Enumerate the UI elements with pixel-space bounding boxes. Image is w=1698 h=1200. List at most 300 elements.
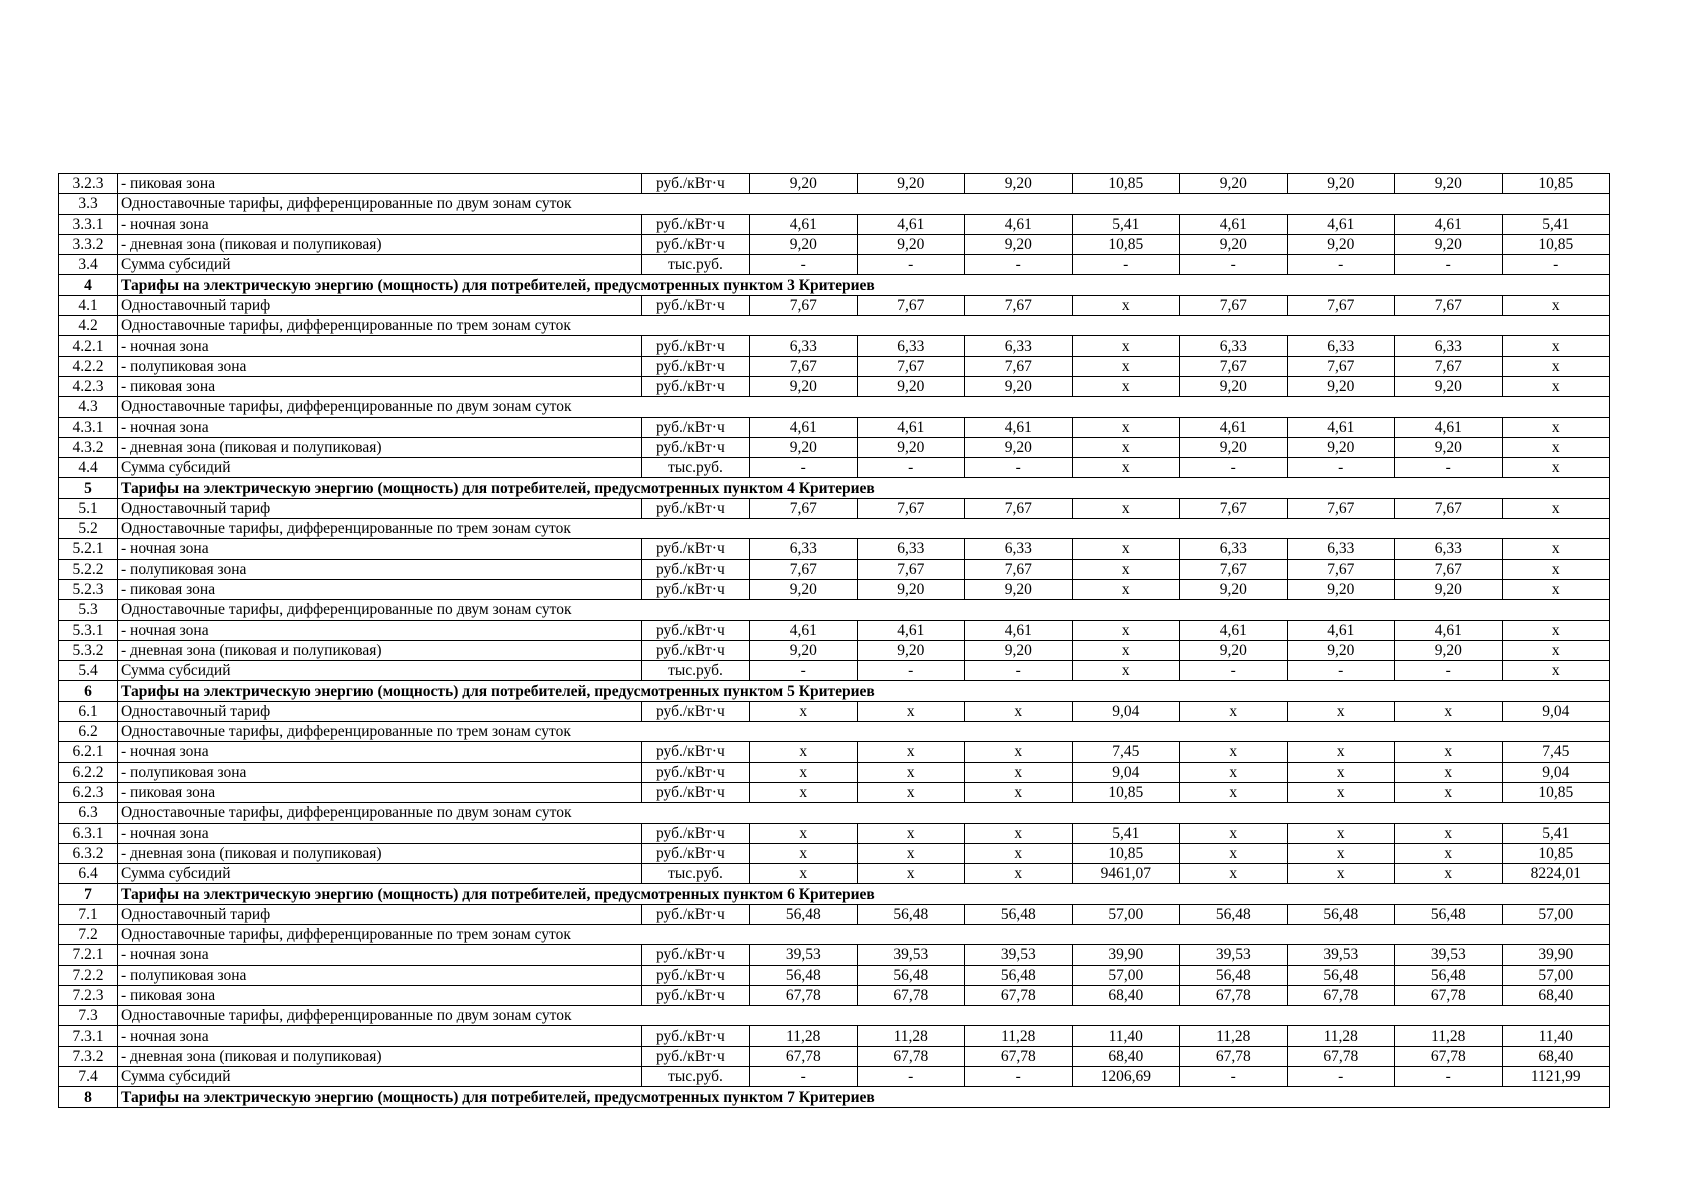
row-label: Сумма субсидий	[118, 864, 642, 884]
value-cell: 11,28	[1180, 1026, 1288, 1046]
value-cell: 68,40	[1502, 985, 1610, 1005]
row-label: Тарифы на электрическую энергию (мощность) для потребителей, предусмотренных пунктом 6 Критериев	[118, 884, 1610, 904]
value-cell: x	[1502, 376, 1610, 396]
value-cell: -	[1395, 1067, 1503, 1087]
table-row	[59, 640, 1610, 660]
row-label: Одноставочные тарифы, дифференцированные по двум зонам суток	[118, 600, 1610, 620]
value-cell: 7,67	[1180, 559, 1288, 579]
tariff-table	[58, 173, 1610, 1108]
row-number: 4.4	[59, 458, 118, 478]
value-cell: x	[1072, 376, 1180, 396]
table-row	[59, 559, 1610, 579]
value-cell: 39,53	[1395, 945, 1503, 965]
value-cell: x	[1287, 782, 1395, 802]
value-cell: -	[750, 458, 858, 478]
row-label: Одноставочные тарифы, дифференцированные по двум зонам суток	[118, 397, 1610, 417]
value-cell: x	[857, 701, 965, 721]
value-cell: x	[1287, 823, 1395, 843]
value-cell: x	[1180, 864, 1288, 884]
value-cell: 4,61	[1287, 620, 1395, 640]
table-row	[59, 864, 1610, 884]
value-cell: 9,20	[965, 579, 1073, 599]
row-number: 5.3	[59, 600, 118, 620]
group-header-row	[59, 803, 1610, 823]
row-number: 4.2.1	[59, 336, 118, 356]
row-label: - полупиковая зона	[118, 965, 642, 985]
group-header-row	[59, 519, 1610, 539]
value-cell: x	[1072, 498, 1180, 518]
value-cell: x	[965, 701, 1073, 721]
row-number: 7.1	[59, 904, 118, 924]
value-cell: 67,78	[857, 985, 965, 1005]
value-cell: 11,28	[857, 1026, 965, 1046]
row-label: Одноставочный тариф	[118, 295, 642, 315]
value-cell: 67,78	[1180, 1046, 1288, 1066]
value-cell: 67,78	[750, 985, 858, 1005]
value-cell: 7,67	[750, 498, 858, 518]
value-cell: 67,78	[1287, 1046, 1395, 1066]
value-cell: x	[965, 742, 1073, 762]
row-unit: руб./кВт·ч	[642, 904, 750, 924]
value-cell: 56,48	[965, 904, 1073, 924]
value-cell: 9,20	[965, 437, 1073, 457]
row-label: - пиковая зона	[118, 174, 642, 194]
value-cell: 10,85	[1502, 843, 1610, 863]
value-cell: 7,67	[1287, 356, 1395, 376]
value-cell: -	[1287, 1067, 1395, 1087]
row-label: - ночная зона	[118, 742, 642, 762]
table-row	[59, 762, 1610, 782]
value-cell: x	[1287, 762, 1395, 782]
row-label: Одноставочный тариф	[118, 904, 642, 924]
value-cell: 4,61	[857, 417, 965, 437]
value-cell: x	[1502, 539, 1610, 559]
row-label: - дневная зона (пиковая и полупиковая)	[118, 640, 642, 660]
value-cell: -	[965, 458, 1073, 478]
value-cell: 7,67	[750, 559, 858, 579]
row-unit: руб./кВт·ч	[642, 539, 750, 559]
row-label: Одноставочные тарифы, дифференцированные по трем зонам суток	[118, 924, 1610, 944]
value-cell: x	[1502, 640, 1610, 660]
value-cell: 7,67	[750, 295, 858, 315]
value-cell: 56,48	[750, 965, 858, 985]
value-cell: 57,00	[1502, 965, 1610, 985]
value-cell: x	[1502, 336, 1610, 356]
value-cell: x	[1502, 437, 1610, 457]
value-cell: x	[965, 843, 1073, 863]
value-cell: 9,20	[1395, 234, 1503, 254]
group-header-row	[59, 397, 1610, 417]
value-cell: 7,67	[1180, 498, 1288, 518]
value-cell: -	[750, 1067, 858, 1087]
row-number: 5.2.2	[59, 559, 118, 579]
row-label: - ночная зона	[118, 620, 642, 640]
row-number: 5.3.2	[59, 640, 118, 660]
row-label: Сумма субсидий	[118, 255, 642, 275]
value-cell: -	[750, 255, 858, 275]
value-cell: -	[1395, 255, 1503, 275]
value-cell: 9,20	[1180, 579, 1288, 599]
value-cell: 9,20	[750, 376, 858, 396]
value-cell: 11,40	[1502, 1026, 1610, 1046]
row-number: 7.2	[59, 924, 118, 944]
row-label: Одноставочные тарифы, дифференцированные по трем зонам суток	[118, 316, 1610, 336]
value-cell: x	[750, 864, 858, 884]
value-cell: 7,67	[857, 295, 965, 315]
row-label: - ночная зона	[118, 823, 642, 843]
value-cell: -	[857, 458, 965, 478]
value-cell: 9,20	[857, 234, 965, 254]
row-unit: руб./кВт·ч	[642, 701, 750, 721]
value-cell: -	[1502, 255, 1610, 275]
document-page	[58, 173, 1609, 1108]
value-cell: 68,40	[1072, 985, 1180, 1005]
value-cell: 9,20	[1287, 579, 1395, 599]
value-cell: 9,20	[750, 174, 858, 194]
row-unit: руб./кВт·ч	[642, 295, 750, 315]
value-cell: x	[857, 843, 965, 863]
value-cell: 9,20	[965, 640, 1073, 660]
value-cell: 9,20	[1180, 234, 1288, 254]
value-cell: 10,85	[1502, 782, 1610, 802]
table-row	[59, 823, 1610, 843]
value-cell: 9,20	[750, 234, 858, 254]
value-cell: 6,33	[1180, 539, 1288, 559]
table-row	[59, 985, 1610, 1005]
value-cell: 56,48	[750, 904, 858, 924]
value-cell: 9,04	[1072, 701, 1180, 721]
row-label: Тарифы на электрическую энергию (мощность) для потребителей, предусмотренных пунктом 5 Критериев	[118, 681, 1610, 701]
value-cell: -	[1180, 661, 1288, 681]
row-label: Сумма субсидий	[118, 458, 642, 478]
table-row	[59, 620, 1610, 640]
row-unit: руб./кВт·ч	[642, 945, 750, 965]
row-label: - пиковая зона	[118, 376, 642, 396]
value-cell: x	[965, 762, 1073, 782]
table-row	[59, 417, 1610, 437]
value-cell: 9,20	[1180, 640, 1288, 660]
value-cell: 7,67	[965, 295, 1073, 315]
value-cell: 67,78	[1395, 1046, 1503, 1066]
value-cell: 5,41	[1072, 214, 1180, 234]
value-cell: x	[1072, 417, 1180, 437]
value-cell: 7,67	[1180, 356, 1288, 376]
value-cell: 9,20	[1180, 174, 1288, 194]
row-label: Тарифы на электрическую энергию (мощность) для потребителей, предусмотренных пунктом 7 Критериев	[118, 1087, 1610, 1107]
value-cell: x	[1395, 864, 1503, 884]
value-cell: x	[1072, 437, 1180, 457]
value-cell: x	[1072, 539, 1180, 559]
row-unit: руб./кВт·ч	[642, 559, 750, 579]
row-number: 6.2.3	[59, 782, 118, 802]
row-label: - ночная зона	[118, 1026, 642, 1046]
value-cell: x	[750, 742, 858, 762]
row-number: 4.1	[59, 295, 118, 315]
section-header-row	[59, 884, 1610, 904]
row-label: - дневная зона (пиковая и полупиковая)	[118, 437, 642, 457]
value-cell: 56,48	[1180, 904, 1288, 924]
value-cell: 6,33	[857, 336, 965, 356]
row-number: 4	[59, 275, 118, 295]
table-row	[59, 661, 1610, 681]
row-label: - ночная зона	[118, 214, 642, 234]
value-cell: x	[1180, 843, 1288, 863]
value-cell: 9,20	[965, 234, 1073, 254]
value-cell: -	[1287, 458, 1395, 478]
value-cell: 9,20	[1395, 376, 1503, 396]
row-unit: руб./кВт·ч	[642, 356, 750, 376]
value-cell: 7,67	[1287, 295, 1395, 315]
value-cell: 56,48	[857, 965, 965, 985]
value-cell: x	[1180, 782, 1288, 802]
row-number: 3.2.3	[59, 174, 118, 194]
row-unit: руб./кВт·ч	[642, 762, 750, 782]
table-row	[59, 295, 1610, 315]
value-cell: 4,61	[1395, 214, 1503, 234]
value-cell: 10,85	[1502, 234, 1610, 254]
value-cell: 4,61	[1287, 417, 1395, 437]
row-number: 4.3.2	[59, 437, 118, 457]
value-cell: x	[1180, 742, 1288, 762]
value-cell: 4,61	[857, 620, 965, 640]
value-cell: x	[1287, 864, 1395, 884]
value-cell: 4,61	[857, 214, 965, 234]
value-cell: 8224,01	[1502, 864, 1610, 884]
value-cell: x	[1502, 417, 1610, 437]
row-number: 6.1	[59, 701, 118, 721]
row-label: Одноставочные тарифы, дифференцированные по трем зонам суток	[118, 722, 1610, 742]
value-cell: 7,45	[1072, 742, 1180, 762]
row-label: - полупиковая зона	[118, 356, 642, 376]
value-cell: -	[1180, 1067, 1288, 1087]
value-cell: 4,61	[1180, 417, 1288, 437]
row-number: 6.3	[59, 803, 118, 823]
row-label: Одноставочные тарифы, дифференцированные по двум зонам суток	[118, 1006, 1610, 1026]
row-label: - полупиковая зона	[118, 559, 642, 579]
row-number: 8	[59, 1087, 118, 1107]
row-label: Одноставочный тариф	[118, 498, 642, 518]
value-cell: 56,48	[1395, 904, 1503, 924]
value-cell: 9,20	[857, 640, 965, 660]
value-cell: 7,67	[750, 356, 858, 376]
value-cell: 67,78	[965, 1046, 1073, 1066]
row-label: - пиковая зона	[118, 579, 642, 599]
value-cell: 6,33	[750, 336, 858, 356]
row-unit: руб./кВт·ч	[642, 965, 750, 985]
value-cell: x	[965, 864, 1073, 884]
value-cell: x	[1072, 620, 1180, 640]
row-label: Одноставочный тариф	[118, 701, 642, 721]
value-cell: 9,20	[1180, 437, 1288, 457]
group-header-row	[59, 600, 1610, 620]
value-cell: -	[750, 661, 858, 681]
row-unit: руб./кВт·ч	[642, 214, 750, 234]
value-cell: 7,67	[857, 559, 965, 579]
group-header-row	[59, 316, 1610, 336]
value-cell: -	[965, 1067, 1073, 1087]
value-cell: x	[1395, 843, 1503, 863]
value-cell: 67,78	[857, 1046, 965, 1066]
row-number: 7.2.1	[59, 945, 118, 965]
row-label: Тарифы на электрическую энергию (мощность) для потребителей, предусмотренных пунктом 4 Критериев	[118, 478, 1610, 498]
value-cell: x	[1287, 701, 1395, 721]
row-number: 5.3.1	[59, 620, 118, 640]
value-cell: 56,48	[1287, 965, 1395, 985]
value-cell: x	[750, 782, 858, 802]
row-number: 5	[59, 478, 118, 498]
value-cell: 9,04	[1502, 701, 1610, 721]
value-cell: x	[1072, 336, 1180, 356]
row-label: - дневная зона (пиковая и полупиковая)	[118, 843, 642, 863]
value-cell: 6,33	[1395, 336, 1503, 356]
value-cell: 4,61	[965, 417, 1073, 437]
value-cell: 9,20	[1287, 234, 1395, 254]
value-cell: x	[1072, 356, 1180, 376]
row-unit: тыс.руб.	[642, 255, 750, 275]
value-cell: 39,53	[965, 945, 1073, 965]
value-cell: 4,61	[1395, 620, 1503, 640]
row-number: 3.3.1	[59, 214, 118, 234]
value-cell: 67,78	[1287, 985, 1395, 1005]
row-label: - ночная зона	[118, 417, 642, 437]
value-cell: 4,61	[750, 214, 858, 234]
value-cell: 10,85	[1502, 174, 1610, 194]
row-number: 6	[59, 681, 118, 701]
row-unit: руб./кВт·ч	[642, 640, 750, 660]
value-cell: 39,53	[750, 945, 858, 965]
value-cell: -	[857, 255, 965, 275]
value-cell: x	[1502, 661, 1610, 681]
row-unit: тыс.руб.	[642, 458, 750, 478]
row-number: 4.3.1	[59, 417, 118, 437]
value-cell: x	[1502, 356, 1610, 376]
value-cell: x	[1072, 458, 1180, 478]
row-unit: руб./кВт·ч	[642, 620, 750, 640]
value-cell: 7,67	[857, 356, 965, 376]
table-row	[59, 174, 1610, 194]
value-cell: 57,00	[1072, 965, 1180, 985]
value-cell: 7,67	[857, 498, 965, 518]
table-row	[59, 1026, 1610, 1046]
value-cell: 11,40	[1072, 1026, 1180, 1046]
value-cell: 67,78	[965, 985, 1073, 1005]
row-unit: руб./кВт·ч	[642, 174, 750, 194]
row-number: 4.3	[59, 397, 118, 417]
row-unit: руб./кВт·ч	[642, 376, 750, 396]
value-cell: x	[750, 701, 858, 721]
row-unit: руб./кВт·ч	[642, 234, 750, 254]
table-row	[59, 782, 1610, 802]
row-number: 7.4	[59, 1067, 118, 1087]
value-cell: 4,61	[750, 417, 858, 437]
row-label: - ночная зона	[118, 336, 642, 356]
row-number: 4.2.3	[59, 376, 118, 396]
row-number: 3.3.2	[59, 234, 118, 254]
row-number: 6.3.2	[59, 843, 118, 863]
value-cell: 6,33	[1180, 336, 1288, 356]
value-cell: x	[1502, 579, 1610, 599]
row-number: 7	[59, 884, 118, 904]
row-number: 7.3.1	[59, 1026, 118, 1046]
section-header-row	[59, 275, 1610, 295]
value-cell: 56,48	[857, 904, 965, 924]
value-cell: 10,85	[1072, 782, 1180, 802]
row-number: 5.1	[59, 498, 118, 518]
table-row	[59, 579, 1610, 599]
value-cell: x	[750, 823, 858, 843]
value-cell: x	[857, 782, 965, 802]
value-cell: x	[1395, 701, 1503, 721]
value-cell: 9,20	[1395, 640, 1503, 660]
value-cell: 7,45	[1502, 742, 1610, 762]
section-header-row	[59, 681, 1610, 701]
value-cell: 1121,99	[1502, 1067, 1610, 1087]
value-cell: 11,28	[750, 1026, 858, 1046]
table-row	[59, 234, 1610, 254]
value-cell: x	[1072, 559, 1180, 579]
row-number: 6.2	[59, 722, 118, 742]
row-unit: тыс.руб.	[642, 864, 750, 884]
row-number: 3.3	[59, 194, 118, 214]
value-cell: 1206,69	[1072, 1067, 1180, 1087]
row-number: 6.4	[59, 864, 118, 884]
row-label: - ночная зона	[118, 945, 642, 965]
table-row	[59, 701, 1610, 721]
row-label: - дневная зона (пиковая и полупиковая)	[118, 1046, 642, 1066]
value-cell: x	[1395, 782, 1503, 802]
row-unit: тыс.руб.	[642, 1067, 750, 1087]
value-cell: 7,67	[965, 498, 1073, 518]
value-cell: 11,28	[965, 1026, 1073, 1046]
row-number: 7.2.3	[59, 985, 118, 1005]
value-cell: 56,48	[1287, 904, 1395, 924]
table-row	[59, 437, 1610, 457]
value-cell: 68,40	[1072, 1046, 1180, 1066]
table-row	[59, 336, 1610, 356]
value-cell: x	[1180, 762, 1288, 782]
table-row	[59, 742, 1610, 762]
value-cell: -	[1287, 255, 1395, 275]
table-row	[59, 214, 1610, 234]
row-number: 6.3.1	[59, 823, 118, 843]
value-cell: 9,20	[857, 174, 965, 194]
row-label: - дневная зона (пиковая и полупиковая)	[118, 234, 642, 254]
value-cell: x	[965, 782, 1073, 802]
row-label: - ночная зона	[118, 539, 642, 559]
tariff-table-body	[59, 174, 1610, 1108]
group-header-row	[59, 722, 1610, 742]
value-cell: 9,20	[750, 640, 858, 660]
row-number: 3.4	[59, 255, 118, 275]
value-cell: 57,00	[1502, 904, 1610, 924]
value-cell: x	[965, 823, 1073, 843]
value-cell: -	[1395, 458, 1503, 478]
row-number: 7.3	[59, 1006, 118, 1026]
value-cell: x	[1502, 620, 1610, 640]
value-cell: x	[1072, 295, 1180, 315]
value-cell: 9,20	[965, 376, 1073, 396]
value-cell: x	[1502, 559, 1610, 579]
row-number: 4.2.2	[59, 356, 118, 376]
value-cell: 10,85	[1072, 843, 1180, 863]
group-header-row	[59, 194, 1610, 214]
row-label: Одноставочные тарифы, дифференцированные по двум зонам суток	[118, 803, 1610, 823]
value-cell: 9,20	[857, 437, 965, 457]
row-number: 5.2.3	[59, 579, 118, 599]
table-row	[59, 1046, 1610, 1066]
value-cell: 7,67	[1395, 356, 1503, 376]
group-header-row	[59, 924, 1610, 944]
